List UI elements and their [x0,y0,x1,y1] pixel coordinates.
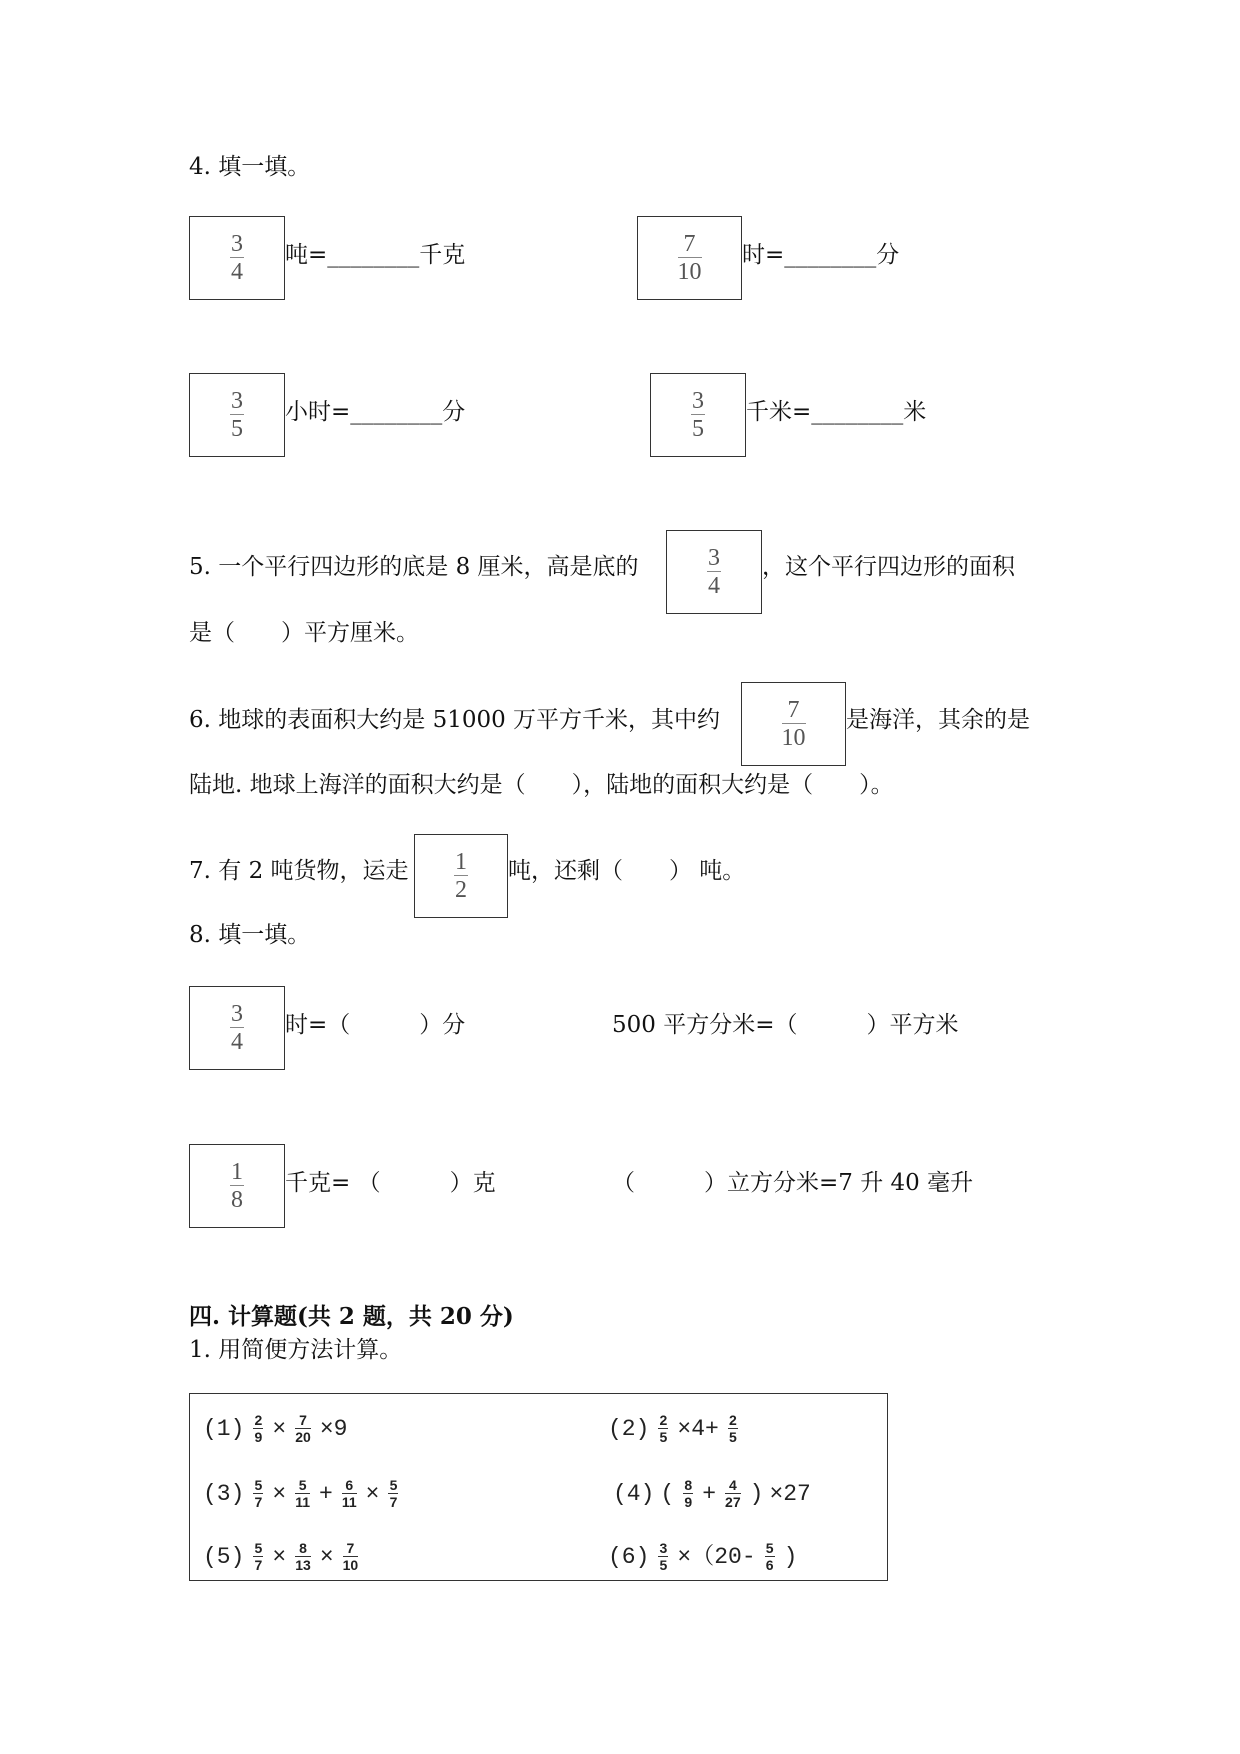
section-heading: 四. 计算题(共 2 题，共 20 分) [189,1303,514,1330]
fraction: $\frac{1}{8}$ [231,1159,243,1213]
fraction: 4 27 [725,1477,741,1510]
fraction: 2 5 [728,1412,737,1445]
fraction-box [189,216,285,300]
calc-problem-1: (1) 2 9 × 7 20 ×9 [203,1412,348,1445]
fraction: 7 10 [342,1540,359,1573]
fraction: 2 5 [659,1412,668,1445]
fraction-box [741,682,846,766]
calc-problem-4: (4) ( 8 9 + 4 27 ) ×27 [613,1477,811,1510]
fraction: 2 9 [254,1412,263,1445]
q5-line-2: 是（ ）平方厘米。 [189,620,419,646]
q5-text-pre: 5. 一个平行四边形的底是 8 厘米，高是底的 [189,554,639,580]
q6-line-2: 陆地. 地球上海洋的面积大约是（ ），陆地的面积大约是（ ）。 [189,772,894,798]
q6-text-post: 是海洋，其余的是 [846,707,1030,733]
calc-problem-5: (5) 5 7 × 8 13 × 7 10 [203,1540,359,1573]
fraction: $\frac{3}{4}$ [708,545,720,599]
fraction: $\frac{1}{2}$ [455,849,467,903]
q4-item-2-text: 时=________分 [742,242,900,268]
q4-title: 4. 填一填。 [189,154,311,180]
fraction: 3 5 [659,1540,668,1573]
fraction: $\frac{3}{4}$ [231,231,243,285]
q6-text-pre: 6. 地球的表面积大约是 51000 万平方千米，其中约 [189,707,721,733]
q4-item-3-text: 小时=________分 [285,399,466,425]
fraction: $\frac{3}{5}$ [231,388,243,442]
fraction: 8 9 [684,1477,693,1510]
fraction: $\frac{3}{5}$ [692,388,704,442]
fraction: 5 6 [765,1540,774,1573]
fraction-box [189,373,285,457]
fraction-box [414,834,508,918]
q8-item-3-text: 千克= （ ）克 [285,1170,496,1196]
q4-item-4-text: 千米=________米 [746,399,927,425]
fraction: $\frac{7}{10}$ [677,231,702,285]
calc-problem-3: (3) 5 7 × 5 11 + 6 11 × 5 7 [203,1477,398,1510]
q4-item-1-text: 吨=________千克 [285,242,466,268]
fraction: $\frac{7}{10}$ [781,697,806,751]
fraction-box [189,1144,285,1228]
fraction: 5 7 [254,1540,263,1573]
fraction-box [637,216,742,300]
q7-text-post: 吨，还剩（ ） 吨。 [508,858,746,884]
calc-problem-2: (2) 2 5 ×4+ 2 5 [608,1412,737,1445]
fraction: 6 11 [341,1477,357,1510]
q7-text-pre: 7. 有 2 吨货物，运走 [189,858,409,884]
calculation-table [189,1393,888,1581]
fraction-box [650,373,746,457]
q8-item-2-text: 500 平方分米=（ ）平方米 [612,1012,959,1038]
q8-item-4-text: （ ）立方分米=7 升 40 毫升 [612,1170,974,1196]
fraction: 5 7 [254,1477,263,1510]
fraction: 5 7 [389,1477,398,1510]
q8-item-1-text: 时=（ ）分 [285,1012,466,1038]
fraction: 5 11 [295,1477,311,1510]
fraction: 7 20 [295,1412,311,1445]
fraction-box [666,530,762,614]
fraction: $\frac{3}{4}$ [231,1001,243,1055]
fraction-box [189,986,285,1070]
calc-q1-title: 1. 用简便方法计算。 [189,1337,403,1363]
calc-problem-6: (6) 3 5 ×（20- 5 6 ) [608,1540,798,1573]
q5-text-post: ，这个平行四边形的面积 [762,554,1015,580]
fraction: 8 13 [295,1540,311,1573]
q8-title: 8. 填一填。 [189,922,311,948]
